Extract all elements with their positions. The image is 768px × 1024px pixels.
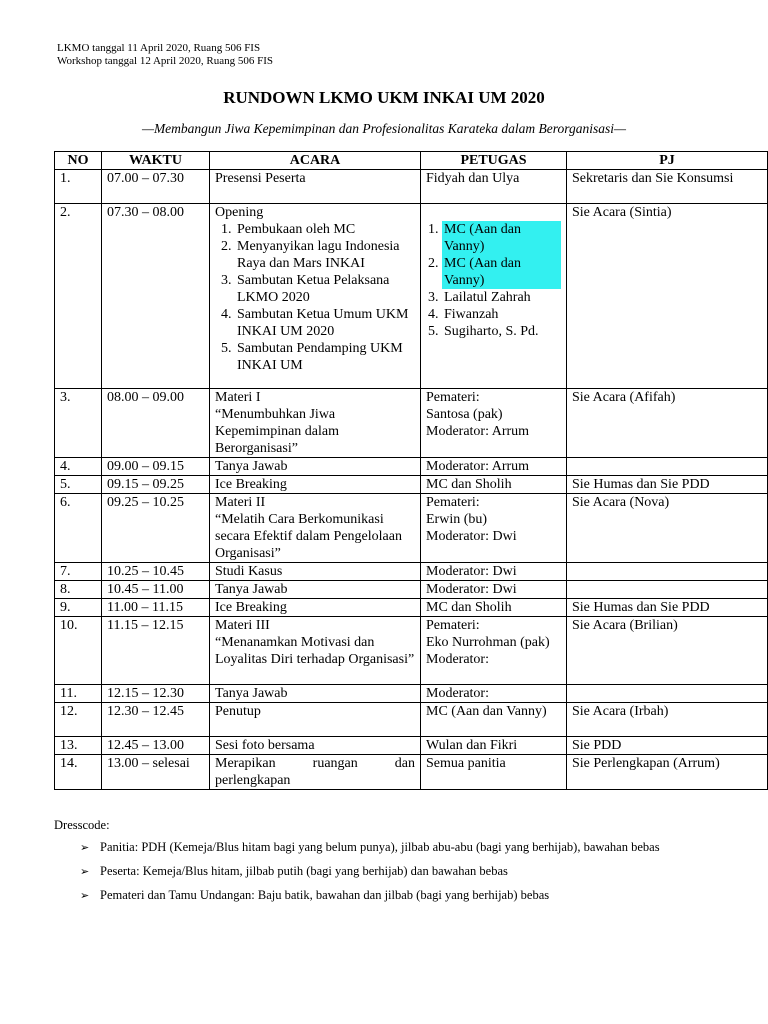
petugas-role: Pemateri: xyxy=(426,495,480,510)
table-row xyxy=(55,755,768,790)
header-line-lkmo: LKMO tanggal 11 April 2020, Ruang 506 FIS xyxy=(57,42,261,54)
cell-petugas: Fidyah dan Ulya xyxy=(421,170,567,204)
cell-pj: Sie Perlengkapan (Arrum) xyxy=(567,755,768,790)
cell-acara: Tanya Jawab xyxy=(210,458,421,476)
acara-title: Opening xyxy=(215,205,264,220)
header-line-workshop: Workshop tanggal 12 April 2020, Ruang 506 FIS xyxy=(57,54,274,67)
acara-detail: “Menumbuhkan Jiwa Kepemimpinan dalam Berorganisasi” xyxy=(215,407,340,456)
cell-acara: Merapikan ruangan dan perlengkapan xyxy=(210,755,421,790)
petugas-moderator: Moderator: xyxy=(426,652,489,667)
cell-no: 11. xyxy=(55,685,102,703)
cell-petugas: Moderator: Dwi xyxy=(421,563,567,581)
list-item: 1. Pembukaan oleh MC xyxy=(235,221,415,238)
cell-waktu: 12.30 – 12.45 xyxy=(102,703,210,737)
acara-title: Materi II xyxy=(215,495,266,510)
table-row xyxy=(55,737,768,755)
cell-no: 2. xyxy=(55,204,102,389)
list-item: 4. Fiwanzah xyxy=(442,306,561,323)
cell-acara: Presensi Peserta xyxy=(210,170,421,204)
cell-pj xyxy=(567,458,768,476)
cell-waktu: 11.00 – 11.15 xyxy=(102,599,210,617)
dresscode-item-text: Peserta: Kemeja/Blus hitam, jilbab putih (bagi yang berhijab) dan bawahan bebas xyxy=(100,864,508,878)
acara-list xyxy=(215,221,415,374)
list-item: 2. Menyanyikan lagu Indonesia Raya dan Mars INKAI xyxy=(235,238,415,272)
cell-pj: Sie Acara (Afifah) xyxy=(567,389,768,458)
cell-petugas xyxy=(421,204,567,389)
list-item-highlighted: 1. MC (Aan dan Vanny) xyxy=(442,221,561,255)
cell-acara xyxy=(210,494,421,563)
cell-acara: Ice Breaking xyxy=(210,476,421,494)
list-item xyxy=(54,840,660,855)
header-petugas: PETUGAS xyxy=(421,152,567,170)
arrow-bullet-icon: ➢ xyxy=(80,842,90,854)
table-row xyxy=(55,458,768,476)
list-item: 3. Sambutan Ketua Pelaksana LKMO 2020 xyxy=(235,272,415,306)
cell-no: 5. xyxy=(55,476,102,494)
table-row xyxy=(55,476,768,494)
table-row xyxy=(55,494,768,563)
cell-no: 3. xyxy=(55,389,102,458)
cell-pj xyxy=(567,563,768,581)
cell-acara: Studi Kasus xyxy=(210,563,421,581)
cell-pj xyxy=(567,581,768,599)
cell-waktu: 11.15 – 12.15 xyxy=(102,617,210,685)
petugas-name: Santosa (pak) xyxy=(426,407,503,422)
cell-acara: Tanya Jawab xyxy=(210,685,421,703)
header-waktu: WAKTU xyxy=(102,152,210,170)
dresscode-item-text: Panitia: PDH (Kemeja/Blus hitam bagi yang belum punya), jilbab abu-abu (bagi yang berhijab), bawahan bebas xyxy=(100,840,660,854)
cell-petugas: Moderator: xyxy=(421,685,567,703)
petugas-list xyxy=(426,221,561,340)
cell-no: 12. xyxy=(55,703,102,737)
cell-waktu: 09.15 – 09.25 xyxy=(102,476,210,494)
cell-acara xyxy=(210,617,421,685)
table-row xyxy=(55,204,768,389)
cell-pj: Sie Humas dan Sie PDD xyxy=(567,599,768,617)
cell-petugas: Semua panitia xyxy=(421,755,567,790)
cell-pj xyxy=(567,685,768,703)
cell-waktu: 09.25 – 10.25 xyxy=(102,494,210,563)
list-item: 5. Sugiharto, S. Pd. xyxy=(442,323,561,340)
list-item: 5. Sambutan Pendamping UKM INKAI UM xyxy=(235,340,415,374)
document-title: RUNDOWN LKMO UKM INKAI UM 2020 xyxy=(223,88,545,107)
petugas-name: Eko Nurrohman (pak) xyxy=(426,635,550,650)
list-item-highlighted: 2. MC (Aan dan Vanny) xyxy=(442,255,561,289)
cell-pj: Sie Humas dan Sie PDD xyxy=(567,476,768,494)
acara-title: Materi III xyxy=(215,618,270,633)
cell-waktu: 08.00 – 09.00 xyxy=(102,389,210,458)
cell-no: 13. xyxy=(55,737,102,755)
petugas-moderator: Moderator: Arrum xyxy=(426,424,530,439)
cell-pj: Sie Acara (Nova) xyxy=(567,494,768,563)
cell-waktu: 12.15 – 12.30 xyxy=(102,685,210,703)
dresscode-list xyxy=(54,840,660,903)
cell-acara: Ice Breaking xyxy=(210,599,421,617)
acara-detail: “Melatih Cara Berkomunikasi secara Efektif dalam Pengelolaan Organisasi” xyxy=(215,512,402,561)
cell-acara: Sesi foto bersama xyxy=(210,737,421,755)
petugas-name: Erwin (bu) xyxy=(426,512,488,527)
header-pj: PJ xyxy=(567,152,768,170)
list-item xyxy=(54,864,660,879)
cell-pj: Sie Acara (Sintia) xyxy=(567,204,768,389)
petugas-role: Pemateri: xyxy=(426,390,480,405)
dresscode-item-text: Pemateri dan Tamu Undangan: Baju batik, bawahan dan jilbab (bagi yang berhijab) bebas xyxy=(100,888,550,902)
list-item xyxy=(54,888,660,903)
document-subtitle: —Membangun Jiwa Kepemimpinan dan Profesionalitas Karateka dalam Berorganisasi— xyxy=(141,121,627,136)
cell-no: 7. xyxy=(55,563,102,581)
petugas-moderator: Moderator: Dwi xyxy=(426,529,517,544)
table-row xyxy=(55,599,768,617)
cell-petugas xyxy=(421,389,567,458)
table-row xyxy=(55,170,768,204)
cell-pj: Sekretaris dan Sie Konsumsi xyxy=(567,170,768,204)
cell-waktu: 07.00 – 07.30 xyxy=(102,170,210,204)
cell-no: 14. xyxy=(55,755,102,790)
cell-no: 9. xyxy=(55,599,102,617)
cell-petugas xyxy=(421,617,567,685)
cell-no: 8. xyxy=(55,581,102,599)
table-row xyxy=(55,389,768,458)
table-row xyxy=(55,685,768,703)
cell-petugas: MC dan Sholih xyxy=(421,476,567,494)
dresscode-section xyxy=(54,818,660,912)
cell-no: 4. xyxy=(55,458,102,476)
arrow-bullet-icon: ➢ xyxy=(80,890,90,902)
cell-waktu: 09.00 – 09.15 xyxy=(102,458,210,476)
cell-petugas xyxy=(421,494,567,563)
petugas-role: Pemateri: xyxy=(426,618,480,633)
cell-acara: Tanya Jawab xyxy=(210,581,421,599)
cell-petugas: Moderator: Arrum xyxy=(421,458,567,476)
cell-no: 1. xyxy=(55,170,102,204)
dresscode-title: Dresscode: xyxy=(54,818,110,832)
table-row xyxy=(55,563,768,581)
cell-no: 10. xyxy=(55,617,102,685)
cell-waktu: 13.00 – selesai xyxy=(102,755,210,790)
acara-detail: “Menanamkan Motivasi dan Loyalitas Diri terhadap Organisasi” xyxy=(215,635,415,667)
cell-petugas: Moderator: Dwi xyxy=(421,581,567,599)
header-acara: ACARA xyxy=(210,152,421,170)
table-row xyxy=(55,703,768,737)
list-item: 3. Lailatul Zahrah xyxy=(442,289,561,306)
cell-waktu: 10.45 – 11.00 xyxy=(102,581,210,599)
cell-pj: Sie PDD xyxy=(567,737,768,755)
acara-title: Materi I xyxy=(215,390,261,405)
cell-petugas: MC dan Sholih xyxy=(421,599,567,617)
table-row xyxy=(55,581,768,599)
cell-acara xyxy=(210,204,421,389)
table-row xyxy=(55,617,768,685)
cell-pj: Sie Acara (Irbah) xyxy=(567,703,768,737)
list-item: 4. Sambutan Ketua Umum UKM INKAI UM 2020 xyxy=(235,306,415,340)
cell-waktu: 07.30 – 08.00 xyxy=(102,204,210,389)
cell-petugas: Wulan dan Fikri xyxy=(421,737,567,755)
cell-waktu: 10.25 – 10.45 xyxy=(102,563,210,581)
arrow-bullet-icon: ➢ xyxy=(80,866,90,878)
rundown-table xyxy=(54,151,768,790)
cell-petugas: MC (Aan dan Vanny) xyxy=(421,703,567,737)
header-info xyxy=(57,42,273,67)
table-header-row xyxy=(55,152,768,170)
cell-acara xyxy=(210,389,421,458)
cell-no: 6. xyxy=(55,494,102,563)
cell-acara: Penutup xyxy=(210,703,421,737)
cell-pj: Sie Acara (Brilian) xyxy=(567,617,768,685)
header-no: NO xyxy=(55,152,102,170)
cell-waktu: 12.45 – 13.00 xyxy=(102,737,210,755)
